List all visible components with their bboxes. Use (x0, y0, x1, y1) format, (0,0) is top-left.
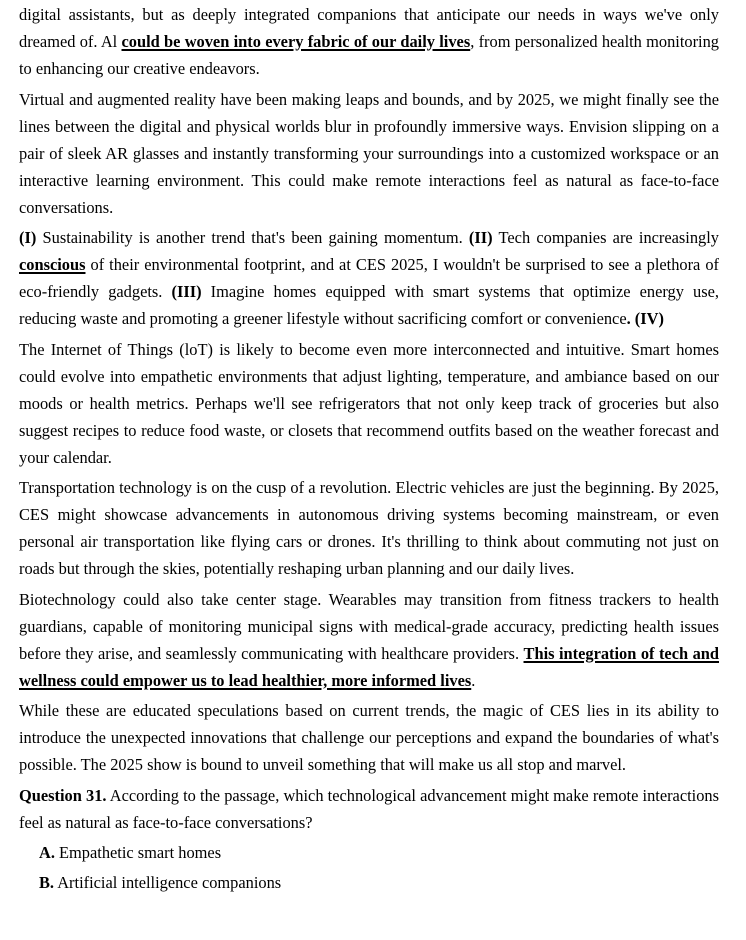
option-letter: A. (39, 843, 55, 862)
position-marker-iv: . (IV) (626, 309, 664, 328)
paragraph-text: Tech companies are increasingly (492, 228, 719, 247)
passage-paragraph-conclusion: While these are educated speculations based on current trends, the magic of CES lies in its ability to introduce the unexpected innovations that challenge our perceptions and expand the boundaries of what's possible. The 2025 show is bound to unveil something that will make us all stop and marvel. (19, 701, 719, 774)
question-label: Question 31. (19, 785, 107, 805)
answer-option-b[interactable] (39, 869, 719, 896)
paragraph-text: digital assistants, but as deeply integrated companions that anticipate our needs in ways we've only dreamed of. Al (19, 5, 719, 51)
passage-paragraph-ai (19, 1, 719, 82)
position-marker-i: (I) (19, 228, 37, 247)
underlined-sentence: This integration of tech and wellness could empower us to lead healthier, more informed lives (19, 643, 719, 690)
question-text: According to the passage, which technological advancement might make remote interactions feel as natural as face-to-face conversations? (19, 785, 719, 832)
paragraph-text: . (471, 670, 476, 690)
paragraph-text: Sustainability is another trend that's been gaining momentum. (36, 228, 469, 247)
passage-paragraph-transportation: Transportation technology is on the cusp of a revolution. Electric vehicles are just the beginning. By 2025, CES might showcase advancements in autonomous driving systems becoming mainstream, or even personal air transportation like flying cars or drones. It's thrilling to think about commuting not just on roads but through the skies, potentially reshaping urban planning and our daily lives. (19, 478, 719, 578)
question-31 (19, 782, 719, 836)
underlined-phrase: could be woven into every fabric of our daily lives (121, 32, 471, 51)
answer-option-a[interactable] (39, 839, 719, 866)
option-text: Empathetic smart homes (54, 843, 222, 862)
position-marker-iii: (III) (171, 282, 202, 301)
option-text: Artificial intelligence companions (54, 873, 282, 892)
passage-paragraph-iot: The Internet of Things (loT) is likely to become even more interconnected and intuitive. Smart homes could evolve into empathetic environments that adjust lighting, temperature, and ambiance based on our moods or health metrics. Perhaps we'll see refrigerators that not only keep track of groceries but also suggest recipes to reduce food waste, or closets that recommend outfits based on the weather forecast and your calendar. (19, 339, 719, 467)
paragraph-text: , from personalized health monitoring to enhancing our creative endeavors. (19, 32, 719, 78)
underlined-word: conscious (19, 255, 86, 274)
paragraph-text: of their environmental footprint, and at CES 2025, I wouldn't be surprised to see a plethora of eco-friendly gadgets. (19, 255, 719, 301)
passage-paragraph-biotech (19, 586, 719, 694)
passage-paragraph-sustainability (19, 224, 719, 332)
passage-paragraph-vr-ar: Virtual and augmented reality have been making leaps and bounds, and by 2025, we might finally see the lines between the digital and physical worlds blur in profoundly immersive ways. Envision slipping on a pair of sleek AR glasses and instantly transforming your surroundings into a customized workspace or an interactive learning environment. This could make remote interactions feel as natural as face-to-face conversations. (19, 89, 719, 217)
paragraph-text: Imagine homes equipped with smart systems that optimize energy use, reducing waste and promoting a greener lifestyle without sacrificing comfort or convenience (19, 282, 719, 328)
paragraph-text: Biotechnology could also take center stage. Wearables may transition from fitness trackers to health guardians, capable of monitoring municipal signs with medical-grade accuracy, predicting health issues before they arise, and seamlessly communicating with healthcare providers. (19, 589, 719, 663)
position-marker-ii: (II) (468, 228, 493, 247)
option-letter: B. (39, 873, 55, 892)
